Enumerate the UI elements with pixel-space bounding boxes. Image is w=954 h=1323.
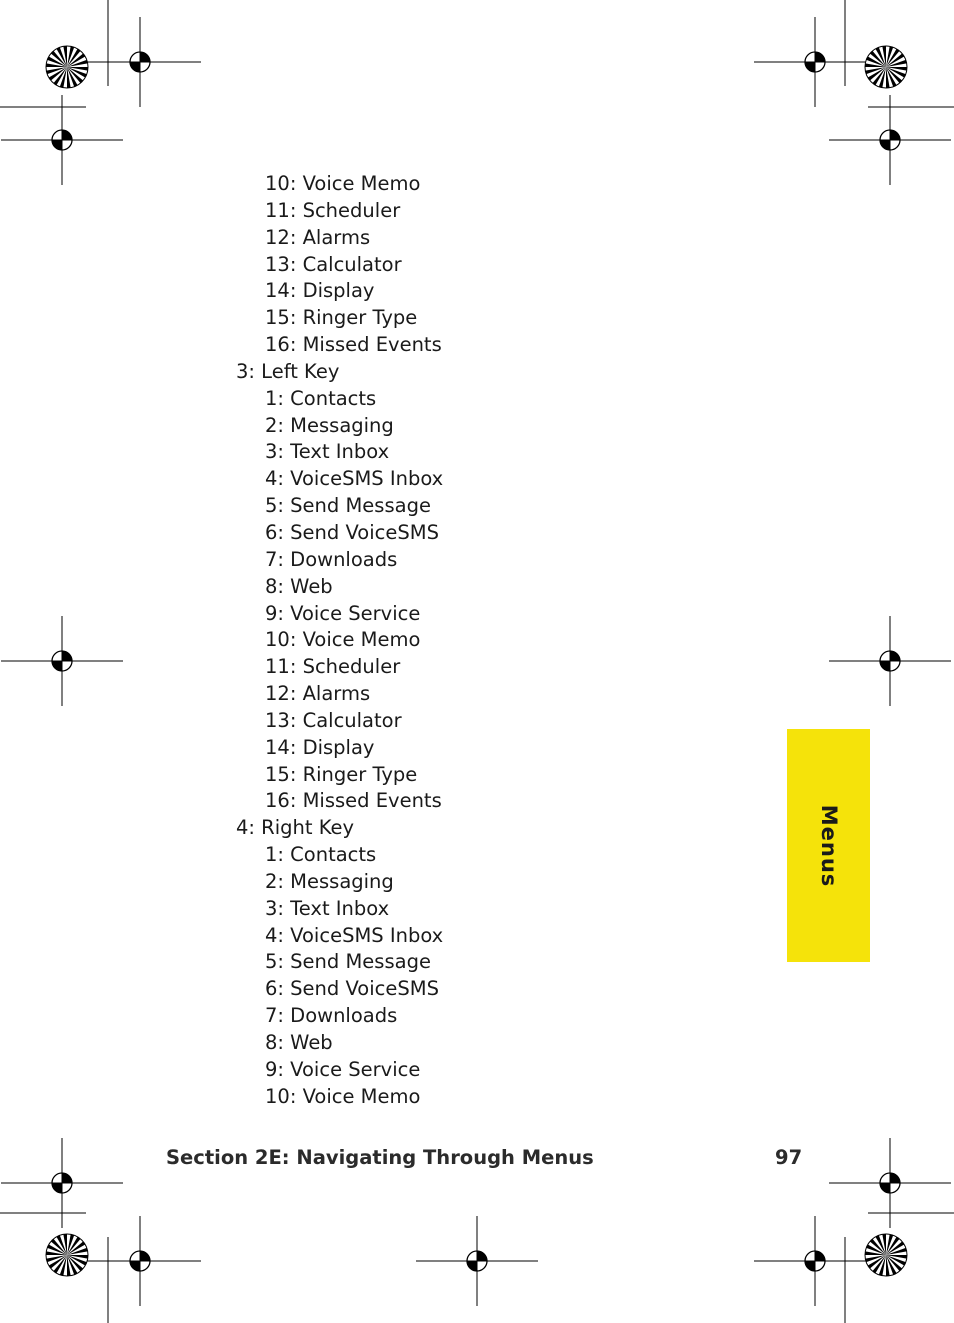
menu-item: 4: VoiceSMS Inbox (265, 467, 444, 491)
menu-heading: 4: Right Key (236, 816, 355, 840)
page-number: 97 (775, 1146, 803, 1169)
menu-item: 7: Downloads (265, 547, 398, 571)
menu-item: 10: Voice Memo (265, 628, 421, 652)
registration-mark (829, 616, 951, 706)
menu-item: 11: Scheduler (265, 655, 401, 679)
registration-mark (754, 1216, 876, 1306)
registration-mark (79, 1216, 201, 1306)
menu-item: 3: Text Inbox (265, 440, 390, 464)
starburst-mark (46, 1234, 88, 1276)
menu-item: 5: Send Message (265, 950, 431, 974)
registration-mark (79, 17, 201, 107)
menu-heading: 3: Left Key (236, 359, 340, 383)
menu-item: 14: Display (265, 279, 375, 303)
menu-item: 16: Missed Events (265, 789, 442, 813)
menu-item: 8: Web (265, 574, 333, 598)
menu-item: 2: Messaging (265, 413, 394, 437)
side-tab-label: Menus (816, 804, 841, 887)
starburst-mark (865, 46, 907, 88)
registration-mark (754, 17, 876, 107)
menu-item: 1: Contacts (265, 386, 377, 410)
menu-item: 13: Calculator (265, 708, 402, 732)
menu-item: 9: Voice Service (265, 1057, 421, 1081)
menu-item: 12: Alarms (265, 225, 371, 249)
menu-item: 4: VoiceSMS Inbox (265, 923, 444, 947)
registration-mark (829, 1138, 951, 1228)
menu-item: 3: Text Inbox (265, 896, 390, 920)
menu-item: 15: Ringer Type (265, 762, 418, 786)
menu-item: 8: Web (265, 1031, 333, 1054)
registration-mark (829, 95, 951, 185)
registration-mark (1, 1138, 123, 1228)
menu-item: 16: Missed Events (265, 333, 442, 357)
menu-item: 12: Alarms (265, 682, 371, 706)
menu-item: 10: Voice Memo (265, 1084, 421, 1108)
starburst-mark (865, 1234, 907, 1276)
footer-section-title: Section 2E: Navigating Through Menus (166, 1146, 594, 1169)
menu-item: 13: Calculator (265, 252, 402, 276)
menu-item: 15: Ringer Type (265, 306, 418, 330)
menu-item: 2: Messaging (265, 869, 394, 893)
menu-item: 11: Scheduler (265, 198, 401, 222)
menu-item: 10: Voice Memo (265, 172, 421, 195)
menu-item: 6: Send VoiceSMS (265, 520, 439, 544)
menu-item: 14: Display (265, 735, 375, 759)
menu-item: 7: Downloads (265, 1004, 398, 1028)
registration-mark (1, 616, 123, 706)
menu-item: 6: Send VoiceSMS (265, 977, 439, 1001)
starburst-mark (46, 46, 88, 88)
menu-item: 9: Voice Service (265, 601, 421, 625)
menu-item: 1: Contacts (265, 843, 377, 867)
registration-mark (1, 95, 123, 185)
registration-mark (416, 1216, 538, 1306)
menu-item: 5: Send Message (265, 494, 431, 518)
